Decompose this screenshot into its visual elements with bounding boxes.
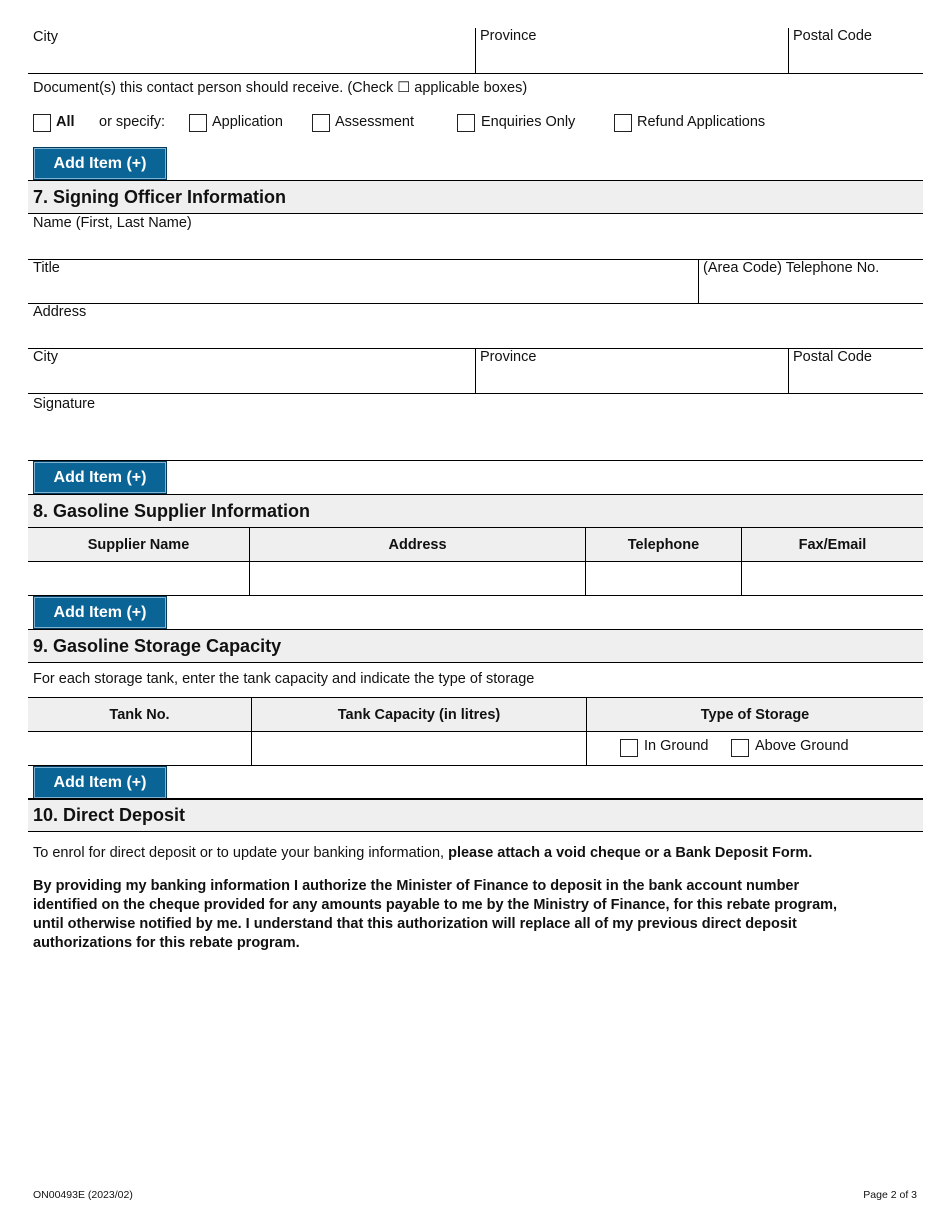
supplier-fax-email-input[interactable]: [743, 562, 922, 595]
enquiries-only-checkbox[interactable]: [457, 114, 475, 132]
enquiries-only-checkbox-label: Enquiries Only: [481, 114, 576, 130]
storage-instruction: For each storage tank, enter the tank capacity and indicate the type of storage: [33, 671, 535, 687]
add-contact-item-button[interactable]: Add Item (+): [33, 147, 167, 180]
tank-capacity-header: Tank Capacity (in litres): [252, 698, 586, 732]
signing-postal-label: Postal Code: [793, 349, 872, 365]
supplier-name-input[interactable]: [29, 562, 248, 595]
divider: [788, 348, 789, 393]
all-checkbox-label: All: [56, 114, 75, 130]
contact-city-label: City: [33, 29, 58, 45]
signing-title-label: Title: [33, 260, 60, 276]
divider: [585, 528, 586, 595]
above-ground-checkbox[interactable]: [731, 739, 749, 757]
all-checkbox[interactable]: [33, 114, 51, 132]
section-7-header: 7. Signing Officer Information: [28, 180, 923, 214]
tank-capacity-input[interactable]: [253, 732, 585, 765]
tank-no-header: Tank No.: [28, 698, 251, 732]
tank-no-input[interactable]: [29, 732, 250, 765]
application-checkbox[interactable]: [189, 114, 207, 132]
contact-postal-label: Postal Code: [793, 28, 872, 44]
in-ground-checkbox[interactable]: [620, 739, 638, 757]
signing-name-label: Name (First, Last Name): [33, 215, 192, 231]
assessment-checkbox-label: Assessment: [335, 114, 414, 130]
divider: [28, 303, 923, 304]
signing-address-label: Address: [33, 304, 87, 320]
divider: [28, 73, 923, 74]
supplier-fax-email-header: Fax/Email: [742, 528, 923, 562]
section-9-header: 9. Gasoline Storage Capacity: [28, 629, 923, 663]
signing-telephone-label: (Area Code) Telephone No.: [703, 260, 880, 276]
section-8-header: 8. Gasoline Supplier Information: [28, 494, 923, 528]
divider: [475, 348, 476, 393]
add-signing-officer-button[interactable]: Add Item (+): [33, 461, 167, 494]
signing-city-label: City: [33, 349, 58, 365]
divider: [741, 528, 742, 595]
supplier-telephone-header: Telephone: [586, 528, 741, 562]
authorization-line: identified on the cheque provided for any amounts payable to me by the Ministry of Finance, for this rebate program,: [33, 897, 838, 913]
page-number: Page 2 of 3: [863, 1189, 917, 1201]
supplier-address-input[interactable]: [251, 562, 584, 595]
contact-province-label: Province: [480, 28, 537, 44]
supplier-name-header: Supplier Name: [28, 528, 249, 562]
authorization-line: By providing my banking information I authorize the Minister of Finance to deposit in the bank account number: [33, 878, 800, 894]
supplier-telephone-input[interactable]: [587, 562, 740, 595]
documents-instruction: Document(s) this contact person should receive. (Check ☐ applicable boxes): [33, 80, 528, 96]
section-10-header: 10. Direct Deposit: [28, 798, 923, 832]
assessment-checkbox[interactable]: [312, 114, 330, 132]
above-ground-label: Above Ground: [755, 738, 849, 754]
authorization-line: until otherwise notified by me. I understand that this authorization will replace all of my previous direct deposit: [33, 916, 797, 932]
type-of-storage-header: Type of Storage: [587, 698, 923, 732]
direct-deposit-instruction: [33, 844, 923, 863]
or-specify-label: or specify:: [99, 114, 166, 130]
divider: [251, 698, 252, 765]
add-supplier-button[interactable]: Add Item (+): [33, 596, 167, 629]
divider: [788, 28, 789, 73]
refund-applications-checkbox[interactable]: [614, 114, 632, 132]
divider: [586, 698, 587, 765]
direct-deposit-instruction-text: To enrol for direct deposit or to update your banking information,: [33, 845, 449, 861]
supplier-address-header: Address: [250, 528, 585, 562]
divider: [698, 259, 699, 303]
direct-deposit-attach-note: please attach a void cheque or a Bank Deposit Form.: [448, 845, 813, 861]
divider: [249, 528, 250, 595]
authorization-paragraph: [33, 877, 923, 953]
refund-applications-checkbox-label: Refund Applications: [637, 114, 766, 130]
application-checkbox-label: Application: [212, 114, 283, 130]
form-id: ON00493E (2023/02): [33, 1189, 133, 1201]
authorization-line: authorizations for this rebate program.: [33, 935, 300, 951]
divider: [28, 393, 923, 394]
divider: [475, 28, 476, 73]
signing-province-label: Province: [480, 349, 537, 365]
add-storage-tank-button[interactable]: Add Item (+): [33, 766, 167, 799]
in-ground-label: In Ground: [644, 738, 709, 754]
signature-label: Signature: [33, 396, 96, 412]
